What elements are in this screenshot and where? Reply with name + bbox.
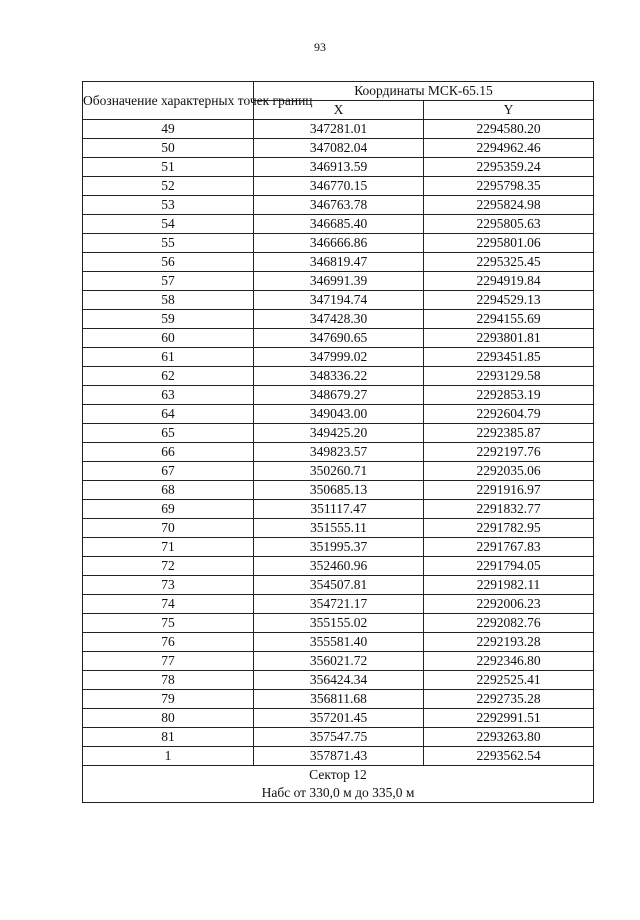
header-x: X [254,101,424,120]
table-row [83,709,594,728]
table-row [83,443,594,462]
x-coordinate-cell: 357201.45 [254,709,424,728]
y-coordinate-cell: 2291982.11 [424,576,594,595]
y-coordinate-cell: 2295359.24 [424,158,594,177]
y-coordinate-cell: 2292604.79 [424,405,594,424]
x-coordinate-cell: 347281.01 [254,120,424,139]
x-coordinate-cell: 355581.40 [254,633,424,652]
point-cell: 81 [83,728,254,747]
y-coordinate-cell: 2292853.19 [424,386,594,405]
y-coordinate-cell: 2292082.76 [424,614,594,633]
table-row [83,158,594,177]
table-row [83,386,594,405]
header-y: Y [424,101,594,120]
point-cell: 62 [83,367,254,386]
y-coordinate-cell: 2295325.45 [424,253,594,272]
table-row [83,690,594,709]
table-row [83,367,594,386]
y-coordinate-cell: 2292385.87 [424,424,594,443]
y-coordinate-cell: 2293801.81 [424,329,594,348]
x-coordinate-cell: 347194.74 [254,291,424,310]
x-coordinate-cell: 355155.02 [254,614,424,633]
x-coordinate-cell: 352460.96 [254,557,424,576]
table-footer [83,766,594,803]
x-coordinate-cell: 346685.40 [254,215,424,234]
table-row [83,215,594,234]
point-cell: 77 [83,652,254,671]
header-coordinate-system: Координаты МСК-65.15 [254,82,594,101]
y-coordinate-cell: 2292193.28 [424,633,594,652]
table-row [83,424,594,443]
table-row [83,576,594,595]
x-coordinate-cell: 346770.15 [254,177,424,196]
y-coordinate-cell: 2295824.98 [424,196,594,215]
x-coordinate-cell: 356424.34 [254,671,424,690]
y-coordinate-cell: 2291832.77 [424,500,594,519]
coordinates-table [82,81,594,803]
x-coordinate-cell: 351995.37 [254,538,424,557]
y-coordinate-cell: 2294919.84 [424,272,594,291]
table-row [83,481,594,500]
table-row [83,614,594,633]
x-coordinate-cell: 349425.20 [254,424,424,443]
y-coordinate-cell: 2291782.95 [424,519,594,538]
point-cell: 55 [83,234,254,253]
point-cell: 68 [83,481,254,500]
point-cell: 75 [83,614,254,633]
table-row [83,310,594,329]
x-coordinate-cell: 357547.75 [254,728,424,747]
header-point-designation: Обозначение характерных точек границ [83,82,254,120]
x-coordinate-cell: 349043.00 [254,405,424,424]
point-cell: 60 [83,329,254,348]
x-coordinate-cell: 348336.22 [254,367,424,386]
y-coordinate-cell: 2295798.35 [424,177,594,196]
table-row [83,462,594,481]
table-row [83,519,594,538]
x-coordinate-cell: 347428.30 [254,310,424,329]
point-cell: 61 [83,348,254,367]
table-row [83,291,594,310]
y-coordinate-cell: 2294529.13 [424,291,594,310]
x-coordinate-cell: 354721.17 [254,595,424,614]
point-cell: 1 [83,747,254,766]
point-cell: 72 [83,557,254,576]
point-cell: 76 [83,633,254,652]
y-coordinate-cell: 2292197.76 [424,443,594,462]
x-coordinate-cell: 348679.27 [254,386,424,405]
sector-title: Сектор 12 [309,767,367,782]
table-row [83,139,594,158]
y-coordinate-cell: 2294962.46 [424,139,594,158]
x-coordinate-cell: 354507.81 [254,576,424,595]
y-coordinate-cell: 2293129.58 [424,367,594,386]
y-coordinate-cell: 2291794.05 [424,557,594,576]
table-row [83,633,594,652]
point-cell: 64 [83,405,254,424]
table-row [83,120,594,139]
y-coordinate-cell: 2291767.83 [424,538,594,557]
table-header [83,82,594,120]
y-coordinate-cell: 2292735.28 [424,690,594,709]
x-coordinate-cell: 347999.02 [254,348,424,367]
table-row [83,405,594,424]
table-row [83,595,594,614]
page-number: 93 [314,40,326,54]
x-coordinate-cell: 347690.65 [254,329,424,348]
x-coordinate-cell: 349823.57 [254,443,424,462]
y-coordinate-cell: 2292035.06 [424,462,594,481]
x-coordinate-cell: 356811.68 [254,690,424,709]
x-coordinate-cell: 347082.04 [254,139,424,158]
table-row [83,747,594,766]
x-coordinate-cell: 346763.78 [254,196,424,215]
table-row [83,253,594,272]
table-row [83,557,594,576]
table-row [83,500,594,519]
x-coordinate-cell: 346666.86 [254,234,424,253]
y-coordinate-cell: 2294155.69 [424,310,594,329]
table-row [83,348,594,367]
point-cell: 74 [83,595,254,614]
table-row [83,177,594,196]
point-cell: 53 [83,196,254,215]
table-row [83,671,594,690]
point-cell: 59 [83,310,254,329]
x-coordinate-cell: 357871.43 [254,747,424,766]
point-cell: 49 [83,120,254,139]
point-cell: 51 [83,158,254,177]
point-cell: 58 [83,291,254,310]
table-row [83,196,594,215]
point-cell: 71 [83,538,254,557]
y-coordinate-cell: 2295801.06 [424,234,594,253]
point-cell: 50 [83,139,254,158]
table-row [83,272,594,291]
x-coordinate-cell: 351555.11 [254,519,424,538]
point-cell: 70 [83,519,254,538]
y-coordinate-cell: 2292525.41 [424,671,594,690]
point-cell: 66 [83,443,254,462]
x-coordinate-cell: 356021.72 [254,652,424,671]
y-coordinate-cell: 2293451.85 [424,348,594,367]
y-coordinate-cell: 2292006.23 [424,595,594,614]
point-cell: 52 [83,177,254,196]
point-cell: 65 [83,424,254,443]
point-cell: 54 [83,215,254,234]
table-row [83,234,594,253]
y-coordinate-cell: 2294580.20 [424,120,594,139]
x-coordinate-cell: 351117.47 [254,500,424,519]
y-coordinate-cell: 2295805.63 [424,215,594,234]
x-coordinate-cell: 350685.13 [254,481,424,500]
y-coordinate-cell: 2293562.54 [424,747,594,766]
table-row [83,329,594,348]
point-cell: 78 [83,671,254,690]
table-row [83,728,594,747]
y-coordinate-cell: 2292346.80 [424,652,594,671]
point-cell: 73 [83,576,254,595]
point-cell: 79 [83,690,254,709]
point-cell: 57 [83,272,254,291]
table-body [83,120,594,766]
point-cell: 80 [83,709,254,728]
x-coordinate-cell: 346819.47 [254,253,424,272]
y-coordinate-cell: 2293263.80 [424,728,594,747]
height-range: Набс от 330,0 м до 335,0 м [261,785,415,800]
table-row [83,652,594,671]
x-coordinate-cell: 346991.39 [254,272,424,291]
x-coordinate-cell: 350260.71 [254,462,424,481]
point-cell: 56 [83,253,254,272]
point-cell: 69 [83,500,254,519]
point-cell: 63 [83,386,254,405]
point-cell: 67 [83,462,254,481]
table-row [83,538,594,557]
y-coordinate-cell: 2292991.51 [424,709,594,728]
y-coordinate-cell: 2291916.97 [424,481,594,500]
x-coordinate-cell: 346913.59 [254,158,424,177]
sector-footer [83,766,594,803]
